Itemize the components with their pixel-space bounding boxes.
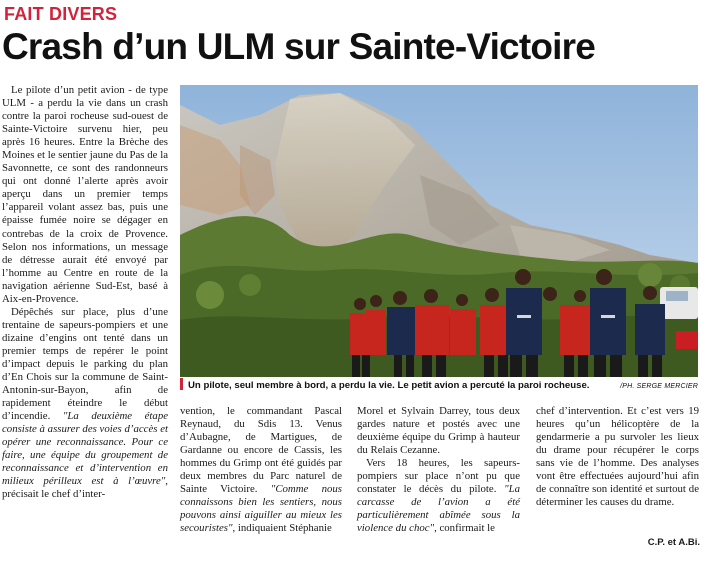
paragraph-text: , précisait le chef d’inter- <box>2 475 168 501</box>
article-column-2 <box>180 405 342 535</box>
paragraph-text: , confirmait le <box>434 522 495 535</box>
quote: "Comme nous connaissons bien les sentiers, nous pouvons ainsi aiguiller au mieux les secouristes" <box>180 483 342 535</box>
article-column-1 <box>2 84 168 502</box>
paragraph: Le pilote d’un petit avion - de type ULM - a perdu la vie dans un crash contre la paroi rocheuse sud-ouest de Sainte-Victoire survenu hier, peu après 16 heures. Entre la Brèche des Moines et le sentier jaune du Pas de la Savonnette, ce sont des randonneurs qui ont donné l’alerte après avoir aperçu dans un premier temps l’appareil volant assez bas, puis une épaisse fumée noire se dégager en contrebas de la croix de Provence. Selon nos informations, un message de détresse aurait été envoyé par l’homme au Centre en route de la navigation aérienne Sud-Est, basé à Aix-en-Provence. <box>2 84 168 305</box>
article-column-4 <box>536 405 699 509</box>
photo-image <box>180 85 698 377</box>
author-signature: C.P. et A.Bi. <box>647 537 700 548</box>
article-photo <box>180 85 698 377</box>
section-kicker: FAIT DIVERS <box>4 4 118 24</box>
paragraph <box>357 457 520 535</box>
paragraph-text: vention, le commandant Pascal Reynaud, du Sdis 13. Venus d’Aubagne, de Martigues, de Gardanne ou encore de Cassis, les hommes du Grimp ont été guidés par deux membres du Parc naturel de Sainte Victoire. <box>180 405 342 496</box>
paragraph-text: Vers 18 heures, les sapeurs-pompiers sur place n’ont pu que constater le décès du pilote. <box>357 457 520 496</box>
quote: "La deuxième étape consiste à assurer des voies d’accès et opérer une reconnaissance. Pour ce faire, une équipe du groupement de reconnaissance et d’intervention en milieux périlleux est à l’œuvre" <box>2 410 169 488</box>
caption-text: Un pilote, seul membre à bord, a perdu la vie. Le petit avion a percuté la paroi rocheuse. <box>188 380 590 391</box>
paragraph <box>180 405 342 535</box>
quote: "La carcasse de l’avion a été particulièrement abîmée sous la violence du choc" <box>357 483 521 535</box>
caption-marker <box>180 378 183 390</box>
photo-credit: /PH. SERGE MERCIER <box>620 383 698 390</box>
paragraph-text: , indiquaient Stéphanie <box>232 522 332 535</box>
headline: Crash d’un ULM sur Sainte-Victoire <box>2 26 596 67</box>
paragraph-text: Dépêchés sur place, plus d’une trentaine de sapeurs-pompiers et une dizaine d’engins ont tenté dans un premier temps de repérer le point d’impact depuis le parking du plan d’En Chois sur la commune de Saint-Antonin-sur-Bayon, afin de rapidement éteindre le début d’incendie. <box>2 305 168 423</box>
photo-caption <box>180 377 698 395</box>
paragraph <box>2 306 168 502</box>
paragraph: chef d’intervention. Et c’est vers 19 heures qu’un hélicoptère de la gendarmerie a pu survoler les lieux du drame pour récupérer le corps sans vie de l’homme. Des analyses vont être effectuées aujourd’hui afin de connaître son identité et surtout de déterminer les causes du drame. <box>536 405 699 509</box>
article-column-3 <box>357 405 520 535</box>
paragraph: Morel et Sylvain Darrey, tous deux gardes nature et postés avec une deuxième équipe du Grimp à hauteur du Relais Cezanne. <box>357 405 520 457</box>
